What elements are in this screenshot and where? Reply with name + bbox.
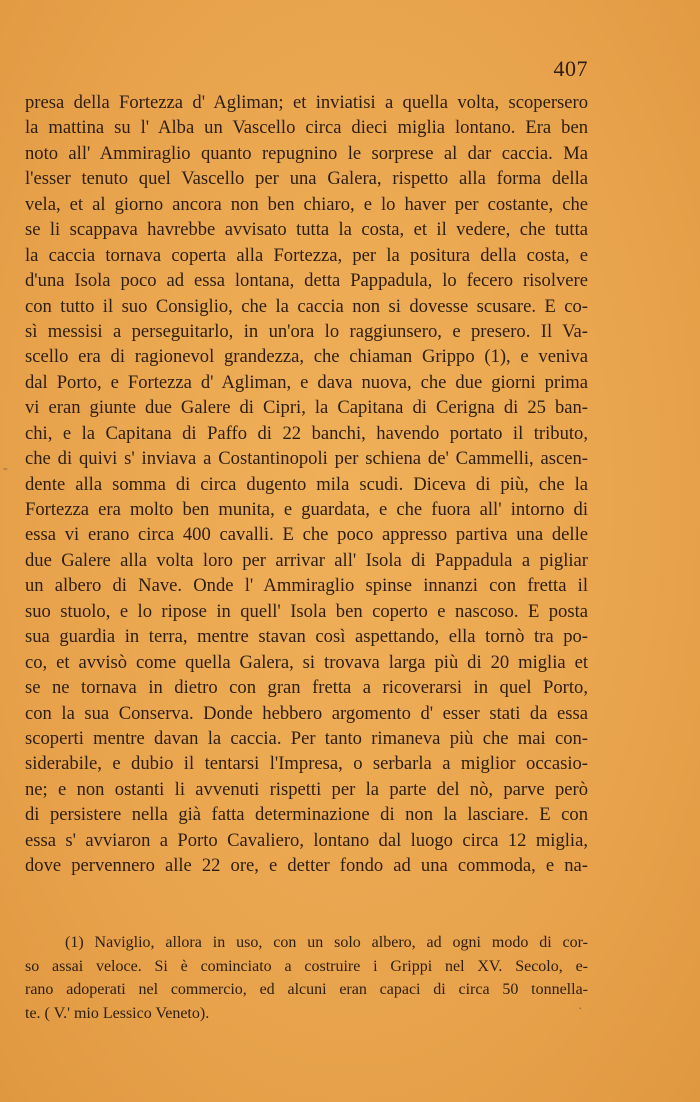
body-line: essa vi erano circa 400 cavalli. E che poco appresso partiva una delle (25, 524, 588, 546)
footnote-line: rano adoperati nel commercio, ed alcuni eran capaci di circa 50 tonnella- (25, 981, 588, 998)
margin-mark: - (3, 461, 8, 476)
body-line: vi eran giunte due Galere di Cipri, la Capitana di Cerigna di 25 ban- (25, 397, 588, 419)
body-line: con tutto il suo Consiglio, che la caccia non si dovesse scusare. E co- (25, 295, 588, 317)
margin-mark: · (578, 1002, 583, 1017)
body-line: sua guardia in terra, mentre stavan così aspettando, ella tornò tra po- (25, 626, 588, 648)
footnote-line: te. ( V.' mio Lessico Veneto). (25, 1004, 210, 1022)
body-line: presa della Fortezza d' Agliman; et inviatisi a quella volta, scopersero (25, 92, 588, 113)
body-line: la caccia tornava coperta alla Fortezza, per la positura della costa, e (25, 244, 588, 266)
body-line: suo stuolo, e lo ripose in quell' Isola ben coperto e nascoso. E posta (25, 600, 588, 622)
body-line: la mattina su l' Alba un Vascello circa dieci miglia lontano. Era ben (25, 117, 588, 139)
footnote-block (25, 931, 588, 1025)
body-line: se li scappava havrebbe avvisato tutta la costa, et il vedere, che tutta (25, 219, 588, 241)
body-line: noto all' Ammiraglio quanto repugnino le sorprese al dar caccia. Ma (25, 142, 588, 164)
body-line: dove pervennero alle 22 ore, e detter fondo ad una commoda, e na- (25, 855, 588, 877)
body-line: d'una Isola poco ad essa lontana, detta Pappadula, lo fecero risolvere (25, 270, 588, 292)
body-line: con la sua Conserva. Donde hebbero argomento d' esser stati da essa (25, 702, 588, 724)
body-text (25, 90, 588, 879)
body-line: scello era di ragionevol grandezza, che chiaman Grippo (1), e veniva (25, 346, 588, 368)
body-line: dal Porto, e Fortezza d' Agliman, e dava nuova, che due giorni prima (25, 371, 588, 393)
page-number: 407 (553, 56, 588, 81)
footnote-line: so assai veloce. Si è cominciato a costruire i Grippi nel XV. Secolo, e- (25, 957, 588, 975)
body-line: vela, et al giorno ancora non ben chiaro, e lo haver per costante, che (25, 193, 588, 215)
body-line: chi, e la Capitana di Paffo di 22 banchi, havendo portato il tributo, (25, 422, 588, 444)
body-line: co, et avvisò come quella Galera, si trovava larga più di 20 miglia et (25, 651, 588, 673)
body-line: siderabile, e dubio il tentarsi l'Impresa, o serbarla a miglior occasio- (25, 753, 588, 775)
body-line: scoperti mentre davan la caccia. Per tanto rimaneva più che mai con- (25, 727, 588, 749)
body-line: dente alla somma di circa dugento mila scudi. Diceva di più, che la (25, 473, 588, 495)
footnote-line: (1) Naviglio, allora in uso, con un solo albero, ad ogni modo di cor- (65, 934, 588, 951)
body-line: un albero di Nave. Onde l' Ammiraglio spinse innanzi con fretta il (25, 575, 588, 597)
body-line: l'esser tenuto quel Vascello per una Galera, rispetto alla forma della (25, 168, 588, 190)
body-line: Fortezza era molto ben munita, e guardata, e che fuora all' intorno di (25, 499, 588, 520)
body-line: che di quivi s' inviava a Costantinopoli per schiena de' Cammelli, ascen- (25, 448, 588, 470)
body-line: sì messisi a perseguitarlo, in un'ora lo raggiunsero, e presero. Il Va- (25, 320, 588, 342)
body-line: due Galere alla volta loro per arrivar all' Isola di Pappadula a pigliar (25, 549, 588, 571)
body-line: di persistere nella già fatta determinazione di non la lasciare. E con (25, 804, 588, 826)
body-line: ne; e non ostanti li avvenuti rispetti per la parte del nò, parve però (25, 778, 588, 800)
body-line: essa s' avviaron a Porto Cavaliero, lontano dal luogo circa 12 miglia, (25, 829, 588, 851)
body-line: se ne tornava in dietro con gran fretta a ricoverarsi in quel Porto, (25, 677, 588, 699)
